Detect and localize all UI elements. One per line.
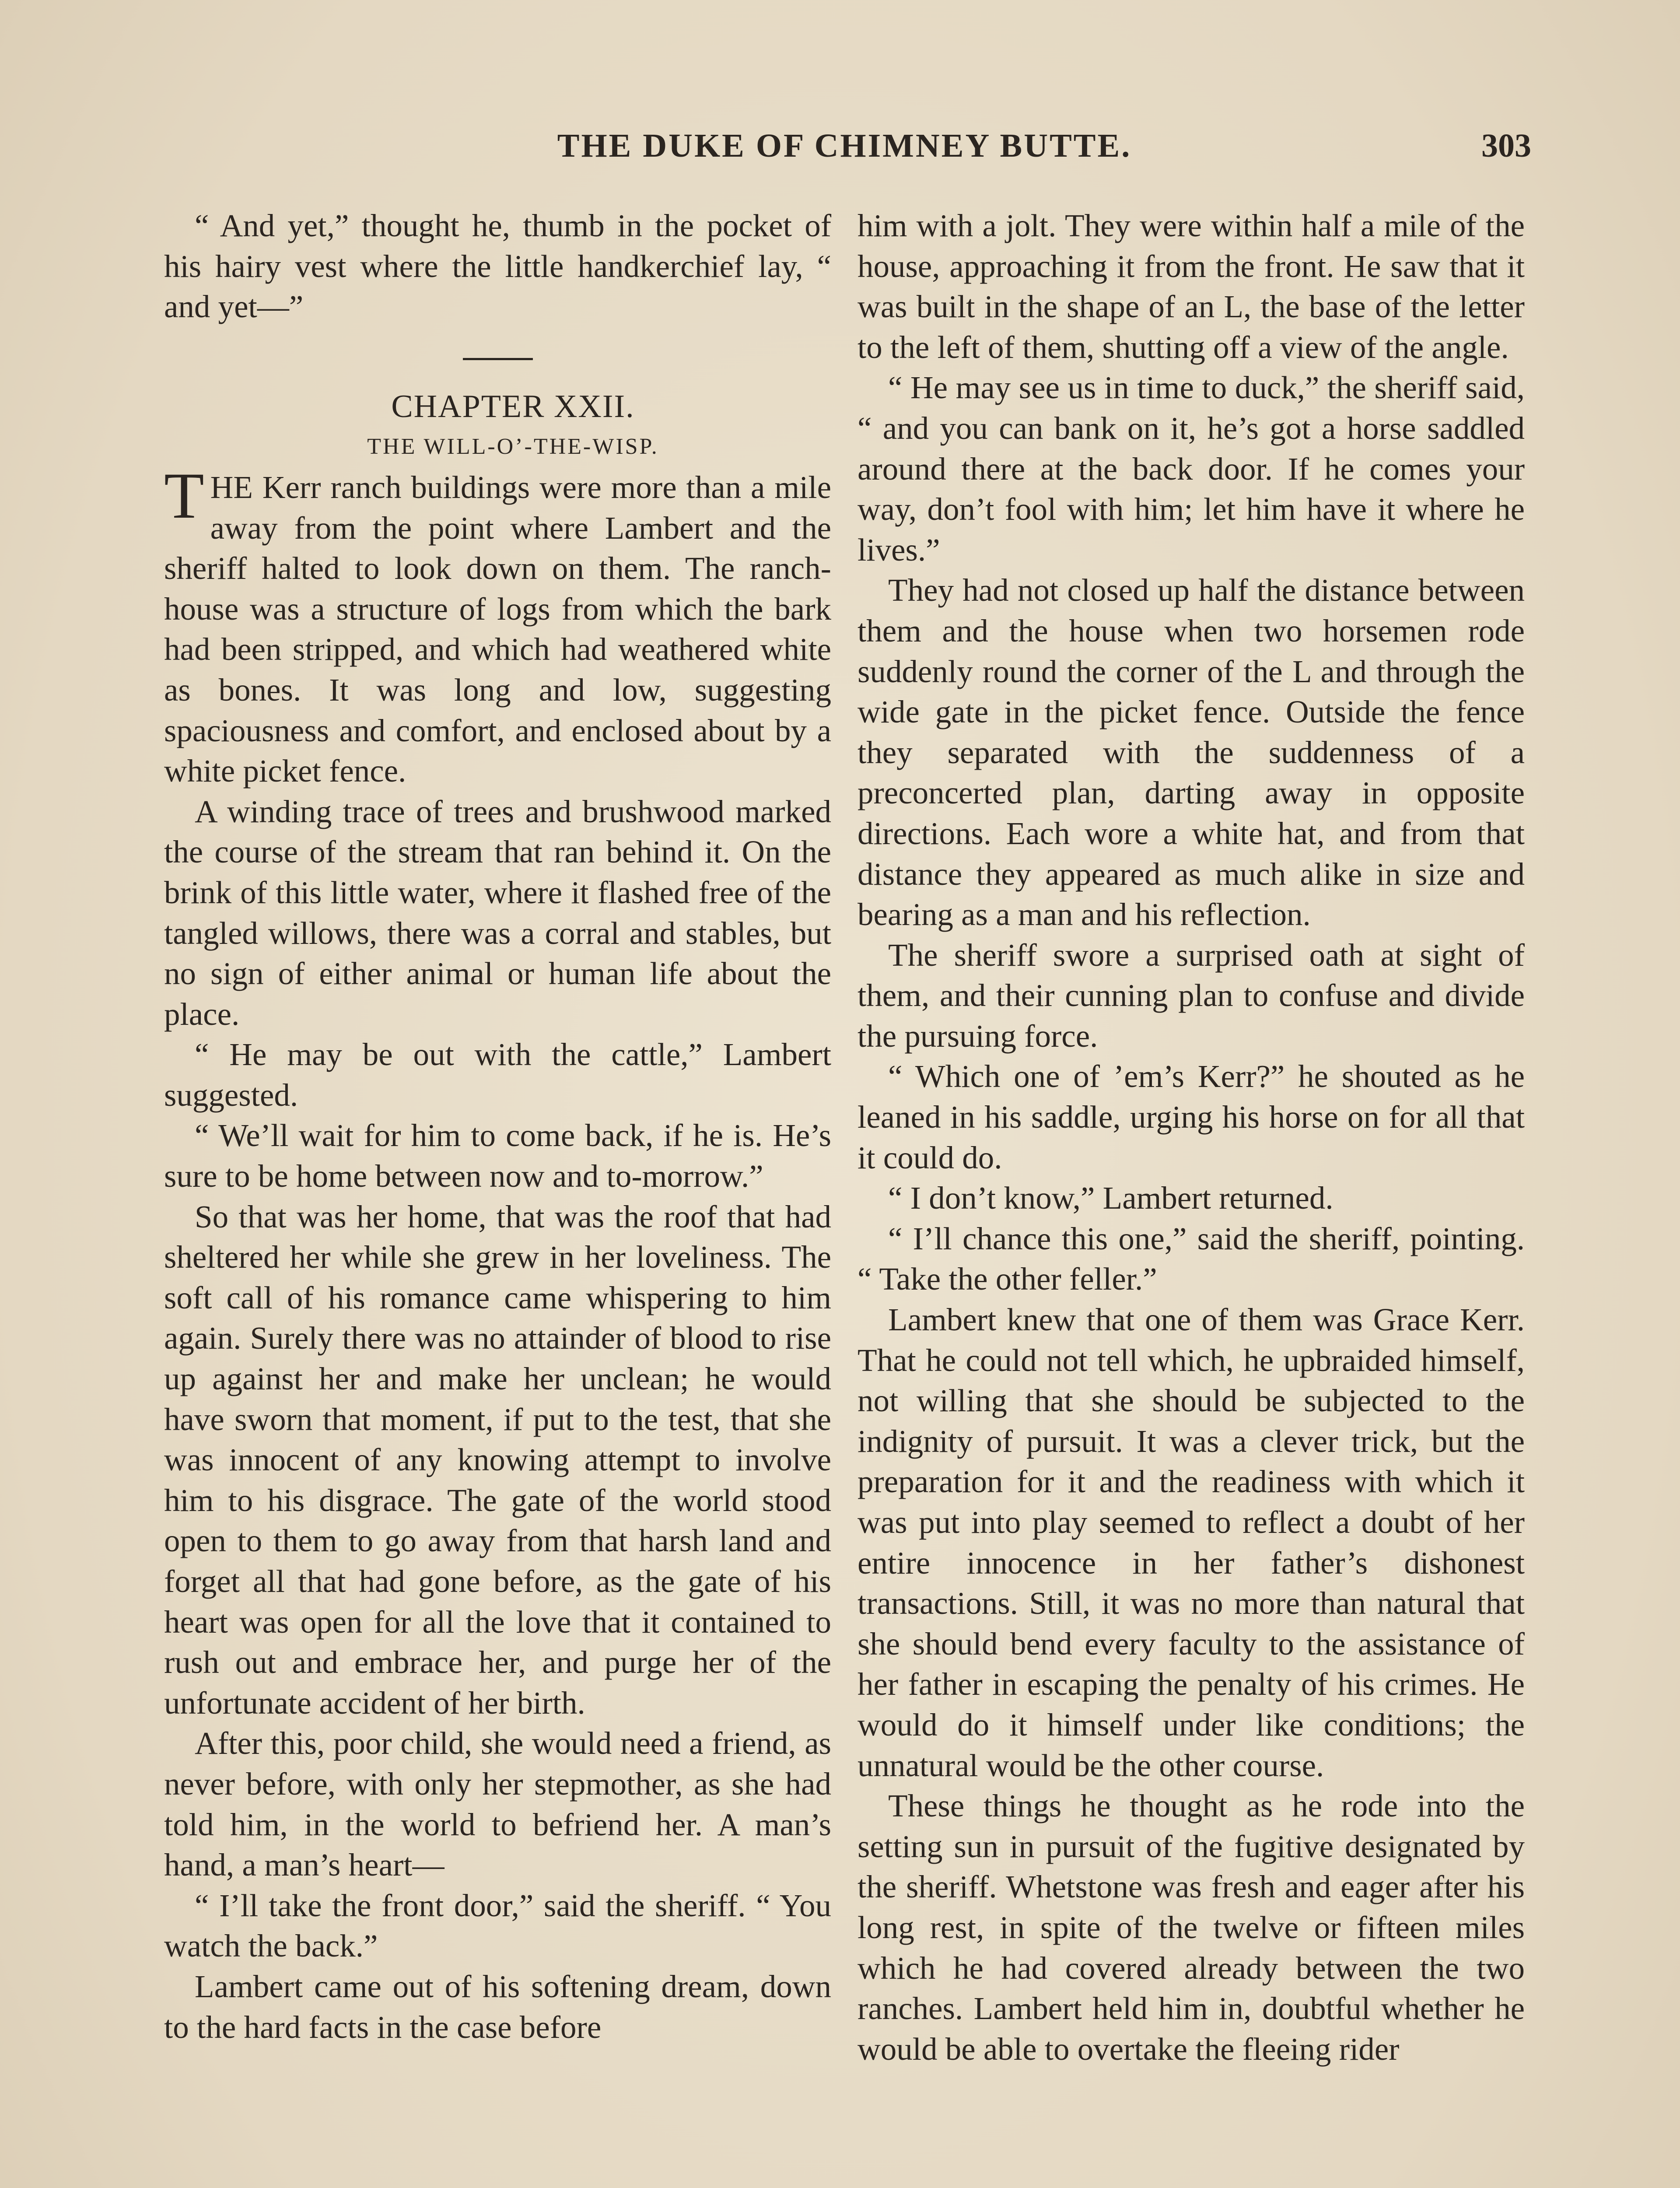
paragraph: “ We’ll wait for him to come back, if he is. He’s sure to be home between now and to-morrow.”: [164, 1118, 831, 1194]
paragraph: “ He may be out with the cattle,” Lambert suggested.: [164, 1037, 831, 1113]
paragraph: “ I don’t know,” Lambert returned.: [888, 1180, 1334, 1216]
paragraph: Lambert knew that one of them was Grace Kerr. That he could not tell which, he upbraided himself, not willing that she should be subjected to the indignity of pursuit. It was a clever trick, but the preparation for it and the readiness with which it was put into play seemed to reflect a doubt of her entire innocence in her father’s dishonest transactions. Still, it was no more than natural that she should bend every faculty to the assistance of her father in escaping the penalty of his crimes. He would do it himself under like conditions; the unnatural would be the other course.: [858, 1302, 1525, 1783]
paragraph: Lambert came out of his softening dream, down to the hard facts in the case before: [164, 1968, 831, 2045]
drop-cap: T: [164, 459, 204, 532]
paragraph: “ And yet,” thought he, thumb in the pocket of his hairy vest where the little handkerchief lay, “ and yet—”: [164, 208, 831, 325]
section-divider: [463, 358, 533, 360]
paragraph: “ I’ll take the front door,” said the sheriff. “ You watch the back.”: [164, 1887, 831, 1964]
paragraph: They had not closed up half the distance between them and the house when two horsemen rode suddenly round the corner of the L and through the wide gate in the picket fence. Outside the fence they separated with the suddenness of a preconcerted plan, darting away in opposite directions. Each wore a white hat, and from that distance they appeared as much alike in size and bearing as a man and his reflection.: [858, 572, 1525, 933]
chapter-subtitle: THE WILL-O’-THE-WISP.: [367, 434, 659, 459]
opening-paragraph: [164, 459, 831, 792]
paragraph: The sheriff swore a surprised oath at sight of them, and their cunning plan to confuse and divide the pursuing force.: [858, 937, 1525, 1054]
paragraph: A winding trace of trees and brushwood marked the course of the stream that ran behind it. On the brink of this little water, where it flashed free of the tangled willows, there was a corral and stables, but no sign of either animal or human life about the place.: [164, 793, 831, 1032]
page-header: [158, 127, 1531, 179]
opening-text: HE Kerr ranch buildings were more than a mile away from the point where Lambert and the sheriff halted to look down on them. The ranch-house was a structure of logs from which the bark had been stripped, and which had weathered white as bones. It was long and low, suggesting spaciousness and comfort, and enclosed about by a white picket fence.: [164, 469, 831, 789]
paragraph: “ He may see us in time to duck,” the sheriff said, “ and you can bank on it, he’s got a horse saddled around there at the back door. If he comes your way, don’t fool with him; let him have it where he lives.”: [858, 370, 1525, 568]
paragraph: These things he thought as he rode into the setting sun in pursuit of the fugitive designated by the sheriff. Whetstone was fresh and eager after his long rest, in spite of the twelve or fifteen miles which he had covered already between the two ranches. Lambert held him in, doubtful whether he would be able to overtake the fleeing rider: [858, 1788, 1525, 2067]
right-column: [858, 206, 1525, 2069]
paragraph: “ I’ll chance this one,” said the sheriff, pointing. “ Take the other feller.”: [858, 1220, 1525, 1297]
paragraph: So that was her home, that was the roof that had sheltered her while she grew in her loveliness. The soft call of his romance came whispering to him again. Surely there was no attainder of blood to rise up against her and make her unclean; he would have sworn that moment, if put to the test, that she was innocent of any knowing attempt to involve him to his disgrace. The gate of the world stood open to them to go away from that harsh land and forget all that had gone before, as the gate of his heart was open for all the love that it contained to rush out and embrace her, and purge her of the unfortunate accident of her birth.: [164, 1199, 831, 1721]
page-number: 303: [1481, 127, 1531, 164]
paragraph: After this, poor child, she would need a friend, as never before, with only her stepmother, as she had told him, in the world to befriend her. A man’s hand, a man’s heart—: [164, 1725, 831, 1883]
running-head: THE DUKE OF CHIMNEY BUTTE.: [557, 127, 1132, 164]
chapter-title: CHAPTER XXII.: [391, 388, 635, 424]
left-column: [164, 206, 831, 2048]
paragraph: “ Which one of ’em’s Kerr?” he shouted as he leaned in his saddle, urging his horse on for all that it could do.: [858, 1059, 1525, 1175]
paragraph: him with a jolt. They were within half a mile of the house, approaching it from the front. He saw that it was built in the shape of an L, the base of the letter to the left of them, shutting off a view of the angle.: [858, 208, 1525, 365]
